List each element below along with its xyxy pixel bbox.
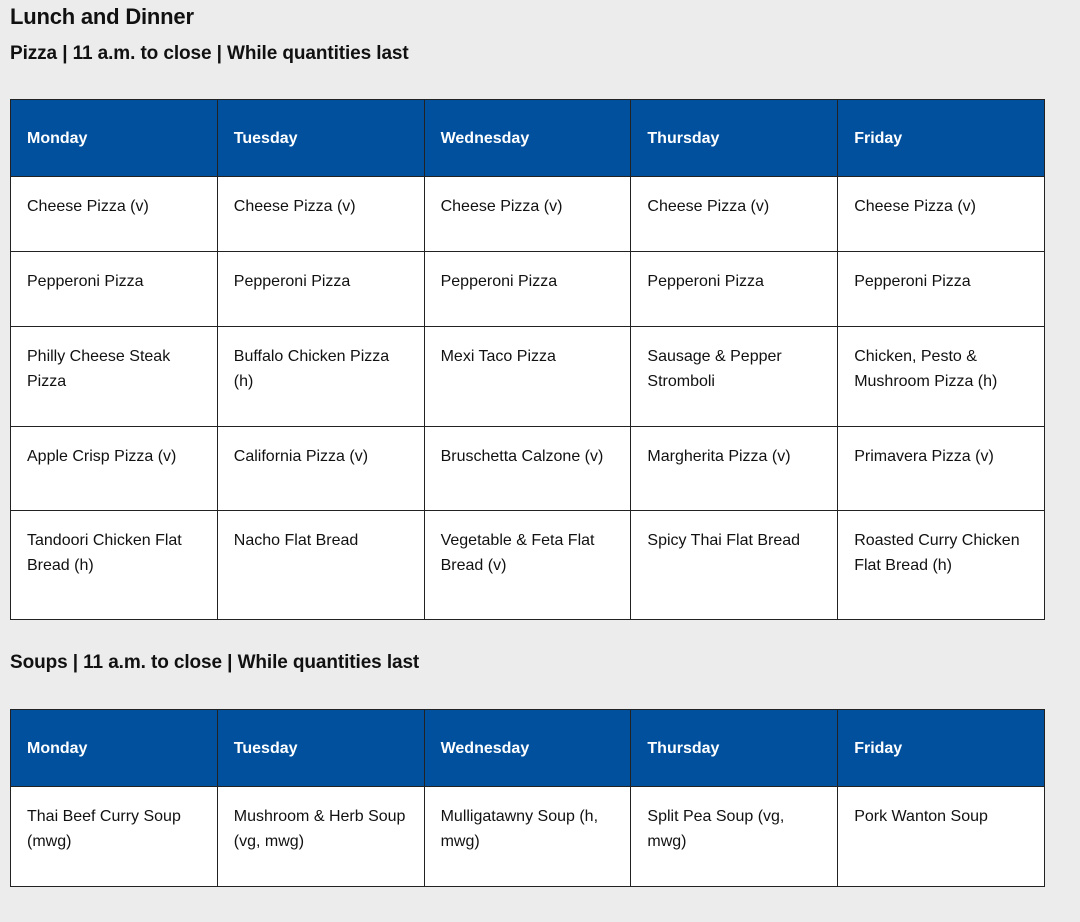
- day-header-friday: Friday: [838, 710, 1045, 787]
- menu-cell: Cheese Pizza (v): [11, 177, 218, 252]
- page-title: Lunch and Dinner: [10, 4, 194, 29]
- menu-cell: Philly Cheese Steak Pizza: [11, 327, 218, 427]
- table-row: [11, 252, 1045, 327]
- table-row: [11, 511, 1045, 620]
- menu-cell: Pepperoni Pizza: [424, 252, 631, 327]
- table-header-row: [11, 100, 1045, 177]
- menu-cell: California Pizza (v): [217, 427, 424, 511]
- pizza-section-heading: Pizza | 11 a.m. to close | While quantities last: [10, 43, 409, 64]
- menu-cell: Cheese Pizza (v): [631, 177, 838, 252]
- table-row: [11, 787, 1045, 887]
- menu-cell: Margherita Pizza (v): [631, 427, 838, 511]
- menu-cell: Chicken, Pesto & Mushroom Pizza (h): [838, 327, 1045, 427]
- menu-cell: Split Pea Soup (vg, mwg): [631, 787, 838, 887]
- pizza-menu-table: [10, 99, 1045, 620]
- menu-cell: Roasted Curry Chicken Flat Bread (h): [838, 511, 1045, 620]
- menu-cell: Mulligatawny Soup (h, mwg): [424, 787, 631, 887]
- menu-cell: Thai Beef Curry Soup (mwg): [11, 787, 218, 887]
- day-header-thursday: Thursday: [631, 710, 838, 787]
- menu-cell: Primavera Pizza (v): [838, 427, 1045, 511]
- menu-cell: Mushroom & Herb Soup (vg, mwg): [217, 787, 424, 887]
- day-header-friday: Friday: [838, 100, 1045, 177]
- menu-cell: Pepperoni Pizza: [838, 252, 1045, 327]
- day-header-monday: Monday: [11, 710, 218, 787]
- table-row: [11, 327, 1045, 427]
- menu-cell: Bruschetta Calzone (v): [424, 427, 631, 511]
- menu-cell: Sausage & Pepper Stromboli: [631, 327, 838, 427]
- menu-cell: Pork Wanton Soup: [838, 787, 1045, 887]
- day-header-tuesday: Tuesday: [217, 100, 424, 177]
- menu-cell: Pepperoni Pizza: [217, 252, 424, 327]
- menu-cell: Pepperoni Pizza: [631, 252, 838, 327]
- day-header-tuesday: Tuesday: [217, 710, 424, 787]
- menu-cell: Vegetable & Feta Flat Bread (v): [424, 511, 631, 620]
- menu-cell: Cheese Pizza (v): [424, 177, 631, 252]
- menu-cell: Cheese Pizza (v): [838, 177, 1045, 252]
- menu-cell: Tandoori Chicken Flat Bread (h): [11, 511, 218, 620]
- day-header-wednesday: Wednesday: [424, 710, 631, 787]
- soups-section-heading: Soups | 11 a.m. to close | While quantities last: [10, 652, 420, 673]
- menu-cell: Nacho Flat Bread: [217, 511, 424, 620]
- table-row: [11, 177, 1045, 252]
- menu-cell: Apple Crisp Pizza (v): [11, 427, 218, 511]
- menu-cell: Mexi Taco Pizza: [424, 327, 631, 427]
- day-header-thursday: Thursday: [631, 100, 838, 177]
- menu-cell: Spicy Thai Flat Bread: [631, 511, 838, 620]
- table-row: [11, 427, 1045, 511]
- day-header-wednesday: Wednesday: [424, 100, 631, 177]
- menu-cell: Cheese Pizza (v): [217, 177, 424, 252]
- table-header-row: [11, 710, 1045, 787]
- menu-cell: Pepperoni Pizza: [11, 252, 218, 327]
- menu-cell: Buffalo Chicken Pizza (h): [217, 327, 424, 427]
- soups-menu-table: [10, 709, 1045, 887]
- day-header-monday: Monday: [11, 100, 218, 177]
